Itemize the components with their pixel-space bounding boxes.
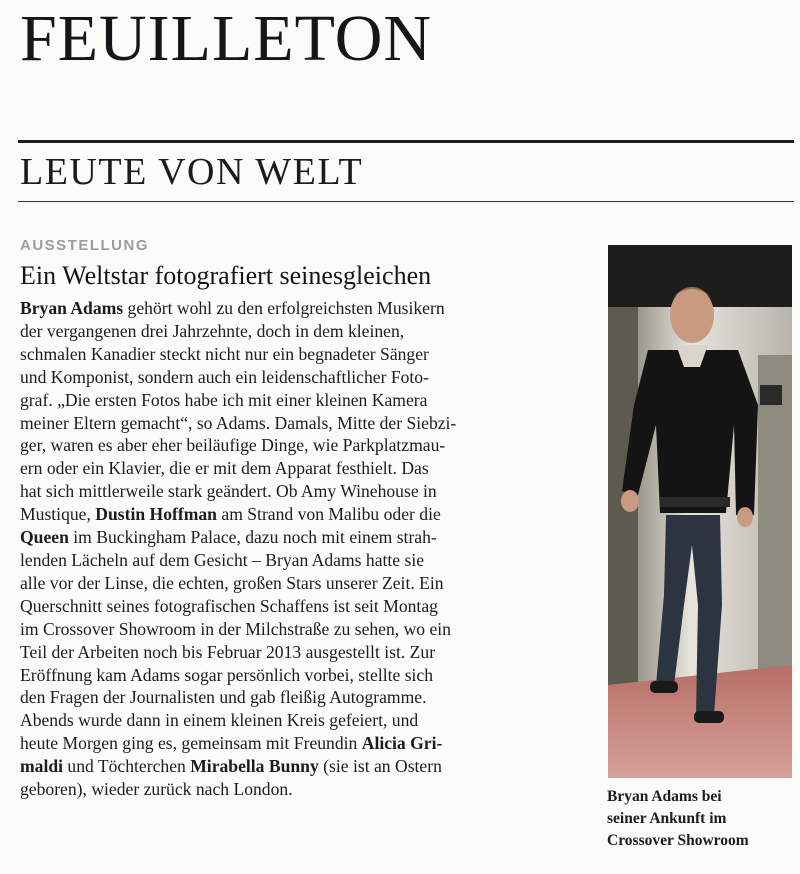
body-text: Eröffnung kam Adams sogar persönlich vorbei, stellte sich [20, 664, 434, 685]
body-text: ern oder ein Klavier, die er mit dem Apparat festhielt. Das [20, 458, 429, 479]
body-line [20, 687, 427, 707]
body-line [20, 481, 437, 501]
body-text: heute Morgen ging es, gemeinsam mit Freundin [20, 733, 362, 754]
body-text: gehört wohl zu den erfolgreichsten Musikern [123, 298, 445, 318]
body-name-highlight: maldi [20, 756, 64, 777]
body-text: schmalen Kanadier steckt nicht nur ein begnadeter Sänger [20, 343, 429, 364]
body-line [20, 756, 442, 776]
body-text: (sie ist an Ostern [318, 756, 442, 777]
body-text: hat sich mittlerweile stark geändert. Ob Amy Winehouse in [20, 481, 437, 502]
body-line [20, 550, 424, 570]
photo-illustration [608, 245, 792, 778]
masthead: FEUILLETON [20, 2, 433, 75]
body-name-highlight: Alicia Gri- [361, 733, 443, 754]
body-text: und Töchterchen [63, 756, 191, 777]
body-text: und Komponist, sondern auch ein leidenschaftlicher Foto- [20, 366, 429, 387]
body-text: meiner Eltern gemacht“, so Adams. Damals, Mitte der Siebzi- [20, 412, 457, 433]
body-line [20, 344, 429, 364]
body-text: Querschnitt seines fotografischen Schaffens ist seit Montag [20, 595, 438, 616]
body-name-highlight: Queen [20, 527, 69, 548]
body-line [20, 733, 442, 753]
body-name-highlight: Dustin Hoffman [95, 504, 217, 525]
body-line [20, 367, 429, 387]
body-text: lenden Lächeln auf dem Gesicht – Bryan Adams hatte sie [20, 549, 425, 570]
body-line [20, 710, 418, 730]
body-line [20, 458, 429, 478]
body-name-highlight: Mirabella Bunny [190, 756, 319, 777]
body-line [20, 573, 444, 593]
body-text: Mustique, [20, 504, 96, 525]
body-line [20, 779, 293, 799]
body-line [20, 527, 437, 547]
body-text: Teil der Arbeiten noch bis Februar 2013 ausgestellt ist. Zur [20, 641, 436, 662]
body-name-highlight: Bryan Adams [20, 298, 124, 318]
masthead-rule [18, 140, 794, 143]
body-text: alle vor der Linse, die echten, großen Stars unserer Zeit. Ein [20, 572, 444, 593]
body-text: im Crossover Showroom in der Milchstraße zu sehen, wo ein [20, 618, 451, 639]
body-line [20, 435, 445, 455]
body-text: im Buckingham Palace, dazu noch mit einem strah- [68, 527, 437, 548]
body-line [20, 642, 435, 662]
caption-line: Bryan Adams bei [607, 788, 722, 805]
article-kicker: AUSSTELLUNG [20, 237, 149, 254]
section-title: LEUTE VON WELT [20, 151, 364, 193]
body-line [20, 390, 427, 410]
caption-line: Crossover Showroom [607, 832, 749, 849]
body-text: graf. „Die ersten Fotos habe ich mit einer kleinen Kamera [20, 389, 428, 410]
body-text: der vergangenen drei Jahrzehnte, doch in dem kleinen, [20, 320, 405, 341]
article-photo [608, 245, 792, 778]
body-text: geboren), wieder zurück nach London. [20, 779, 293, 800]
article-body [20, 297, 594, 801]
body-line [20, 413, 456, 433]
photo-caption [607, 786, 799, 852]
body-line [20, 298, 445, 318]
section-rule [18, 201, 794, 202]
caption-line: seiner Ankunft im [607, 810, 727, 827]
body-line [20, 321, 404, 341]
body-line [20, 596, 438, 616]
body-line [20, 504, 441, 524]
body-text: Abends wurde dann in einem kleinen Kreis gefeiert, und [20, 710, 419, 731]
body-text: ger, waren es aber eher beiläufige Dinge, wie Parkplatzmau- [20, 435, 446, 456]
body-line [20, 665, 433, 685]
body-line [20, 619, 451, 639]
body-text: am Strand von Malibu oder die [216, 504, 441, 525]
article-headline: Ein Weltstar fotografiert seinesgleichen [20, 261, 432, 290]
body-text: den Fragen der Journalisten und gab fleißig Autogramme. [20, 687, 427, 708]
